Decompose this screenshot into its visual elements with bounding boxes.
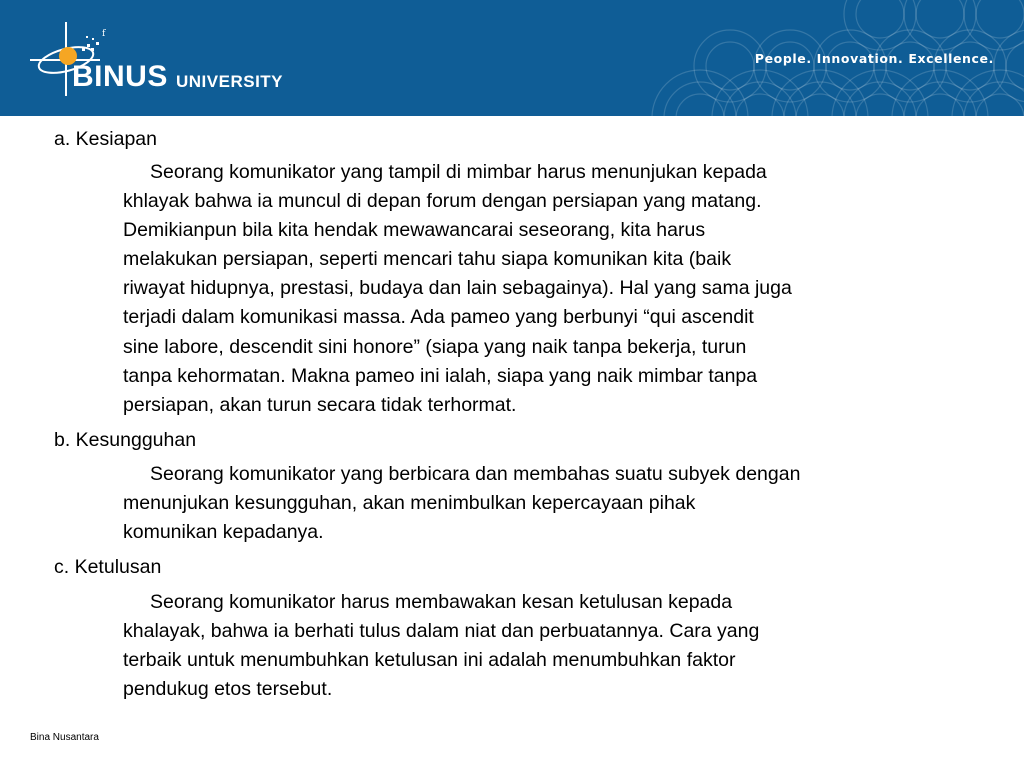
- text-line: riwayat hidupnya, prestasi, budaya dan lain sebagainya). Hal yang sama juga: [123, 277, 792, 300]
- footer-text: Bina Nusantara: [30, 732, 99, 743]
- paragraph-kesungguhan: [123, 460, 983, 547]
- text-line: sine labore, descendit sini honore” (siapa yang naik tanpa bekerja, turun: [123, 335, 747, 358]
- paragraph-ketulusan: [123, 588, 983, 704]
- text-line: Seorang komunikator yang berbicara dan membahas suatu subyek dengan: [150, 463, 801, 485]
- text-line: melakukan persiapan, seperti mencari tahu siapa komunikan kita (baik: [123, 248, 732, 271]
- brand-name: BINUS: [72, 60, 168, 93]
- text-line: pendukug etos tersebut.: [123, 678, 333, 701]
- text-line: khalayak, bahwa ia berhati tulus dalam niat dan perbuatannya. Cara yang: [123, 620, 760, 643]
- heading-kesungguhan: b. Kesungguhan: [54, 429, 197, 451]
- text-line: terjadi dalam komunikasi massa. Ada pameo yang berbunyi “qui ascendit: [123, 306, 754, 329]
- text-line: khlayak bahwa ia muncul di depan forum dengan persiapan yang matang.: [123, 190, 762, 213]
- text-line: persiapan, akan turun secara tidak terhormat.: [123, 393, 517, 416]
- text-line: Demikianpun bila kita hendak mewawancarai seseorang, kita harus: [123, 219, 706, 242]
- paragraph-kesiapan: [123, 158, 983, 420]
- heading-kesiapan: a. Kesiapan: [54, 128, 157, 150]
- text-line: menunjukan kesungguhan, akan menimbulkan kepercayaan pihak: [123, 492, 696, 515]
- svg-text:f: f: [102, 29, 106, 39]
- heading-ketulusan: c. Ketulusan: [54, 556, 162, 578]
- text-line: tanpa kehormatan. Makna pameo ini ialah, siapa yang naik mimbar tanpa: [123, 364, 758, 387]
- text-line: terbaik untuk menumbuhkan ketulusan ini adalah menumbuhkan faktor: [123, 649, 736, 672]
- brand-subtitle: UNIVERSITY: [176, 72, 284, 91]
- text-line: komunikan kepadanya.: [123, 521, 324, 544]
- tagline: People. Innovation. Excellence.: [754, 51, 994, 66]
- text-line: Seorang komunikator harus membawakan kesan ketulusan kepada: [150, 591, 733, 613]
- text-line: Seorang komunikator yang tampil di mimbar harus menunjukan kepada: [150, 161, 767, 183]
